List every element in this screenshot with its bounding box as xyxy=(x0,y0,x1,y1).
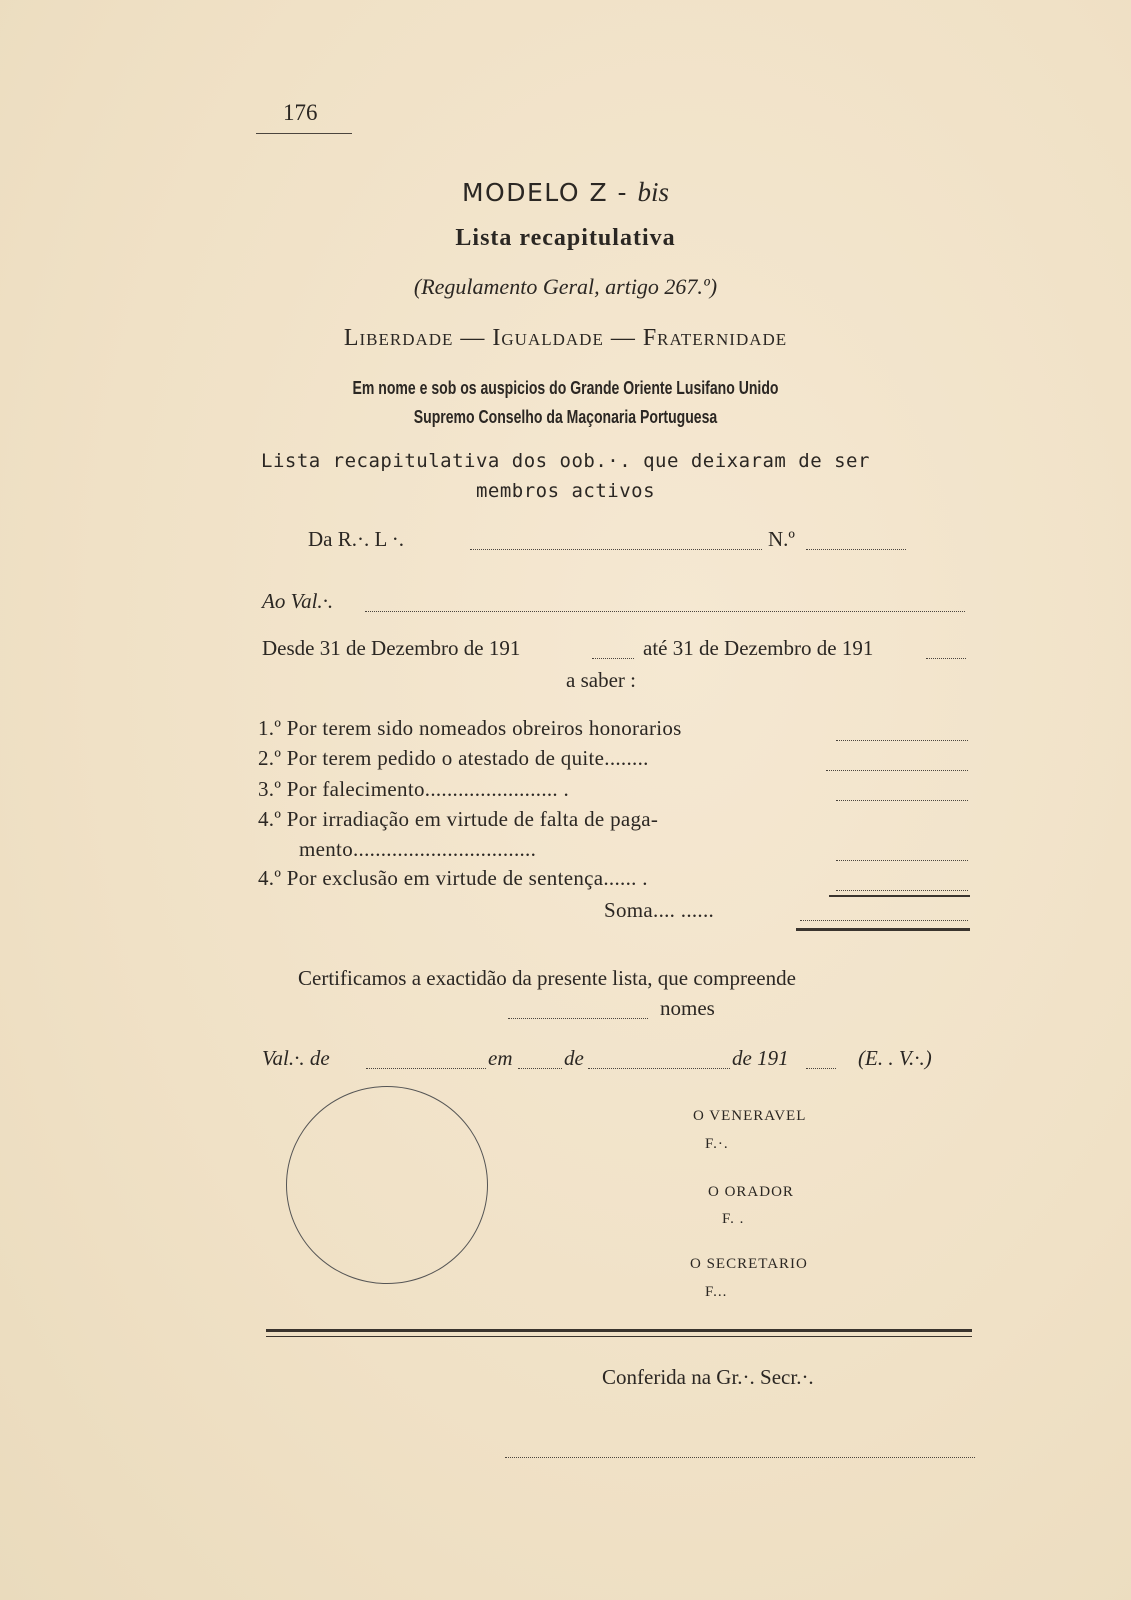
signature-f: F. . xyxy=(722,1211,745,1227)
signature-f: F... xyxy=(705,1284,728,1300)
signature-title: O ORADOR xyxy=(708,1184,794,1200)
motto: Liberdade — Igualdade — Fraternidade xyxy=(343,325,788,351)
item-number: 4.º xyxy=(258,807,282,831)
item-number: 3.º xyxy=(258,777,282,801)
date-year-field[interactable] xyxy=(806,1068,836,1069)
authority-line-1: Em nome e sob os auspicios do Grande Oriente Lusifano Unido xyxy=(352,378,779,398)
date-era-label: (E. . V.·.) xyxy=(858,1046,932,1070)
regulation-reference: (Regulamento Geral, artigo 267.º) xyxy=(413,274,718,299)
model-title xyxy=(0,177,1131,208)
item-2-count-field[interactable] xyxy=(826,770,968,771)
form-subtitle: Lista recapitulativa xyxy=(455,225,676,251)
lodge-name-field[interactable] xyxy=(470,549,762,550)
bottom-rule-thin xyxy=(266,1336,972,1337)
period-from-year-field[interactable] xyxy=(592,658,634,659)
list-item xyxy=(258,746,649,771)
list-item xyxy=(258,807,658,832)
item-1-count-field[interactable] xyxy=(836,740,968,741)
certification-line-2: nomes xyxy=(660,996,715,1020)
signature-f: F.·. xyxy=(705,1136,729,1152)
sum-rule xyxy=(829,895,970,897)
item-5-count-field[interactable] xyxy=(836,890,968,891)
footer-conferida: Conferida na Gr.·. Secr.·. xyxy=(602,1365,814,1389)
item-continuation: mento................................. xyxy=(299,837,537,861)
model-title-suffix: bis xyxy=(637,177,670,207)
item-text: Por exclusão em virtude de sentença...... . xyxy=(286,866,648,890)
signature-title: O SECRETARIO xyxy=(690,1256,808,1272)
list-item xyxy=(258,777,569,802)
seal-circle xyxy=(286,1086,488,1284)
total-label: Soma.... ...... xyxy=(604,898,715,922)
period-from: Desde 31 de Dezembro de 191 xyxy=(262,636,521,660)
date-month-field[interactable] xyxy=(588,1068,730,1069)
date-de-label: de xyxy=(564,1046,584,1070)
date-val-label: Val.·. de xyxy=(262,1046,330,1070)
lodge-number-label: N.º xyxy=(768,527,795,551)
valley-field[interactable] xyxy=(365,611,965,612)
footer-signature-field[interactable] xyxy=(505,1457,975,1458)
names-count-field[interactable] xyxy=(508,1018,648,1019)
list-item xyxy=(258,716,682,741)
date-year-label: de 191 xyxy=(732,1046,789,1070)
item-number: 1.º xyxy=(258,716,282,740)
page-number: 176 xyxy=(283,100,318,125)
item-text: Por falecimento........................ . xyxy=(286,777,570,801)
page-number-rule xyxy=(256,133,352,134)
heading-line-2: membros activos xyxy=(475,480,656,502)
authority-line-2: Supremo Conselho da Maçonaria Portuguesa xyxy=(413,407,718,427)
lodge-label: Da R.·. L ·. xyxy=(308,527,405,551)
item-4-count-field[interactable] xyxy=(836,860,968,861)
item-text: Por irradiação em virtude de falta de paga- xyxy=(286,807,659,831)
date-em-label: em xyxy=(488,1046,513,1070)
date-day-field[interactable] xyxy=(518,1068,562,1069)
valley-label: Ao Val.·. xyxy=(262,589,334,613)
total-field[interactable] xyxy=(800,920,968,921)
date-val-field[interactable] xyxy=(366,1068,486,1069)
signature-title: O VENERAVEL xyxy=(693,1108,807,1124)
period-to: até 31 de Dezembro de 191 xyxy=(643,636,874,660)
item-number: 4.º xyxy=(258,866,282,890)
certification-line-1: Certificamos a exactidão da presente lista, que compreende xyxy=(298,966,796,990)
period-saber: a saber : xyxy=(566,668,636,692)
item-text: Por terem pedido o atestado de quite........ xyxy=(286,746,649,770)
item-3-count-field[interactable] xyxy=(836,800,968,801)
model-title-text: MODELO Z - xyxy=(461,178,629,207)
total-double-rule xyxy=(796,928,970,931)
heading-line-1: Lista recapitulativa dos oob.·. que deixaram de ser xyxy=(261,450,870,472)
lodge-number-field[interactable] xyxy=(806,549,906,550)
list-item xyxy=(258,866,648,891)
item-text: Por terem sido nomeados obreiros honorarios xyxy=(286,716,682,740)
item-number: 2.º xyxy=(258,746,282,770)
bottom-rule xyxy=(266,1329,972,1332)
period-to-year-field[interactable] xyxy=(926,658,966,659)
